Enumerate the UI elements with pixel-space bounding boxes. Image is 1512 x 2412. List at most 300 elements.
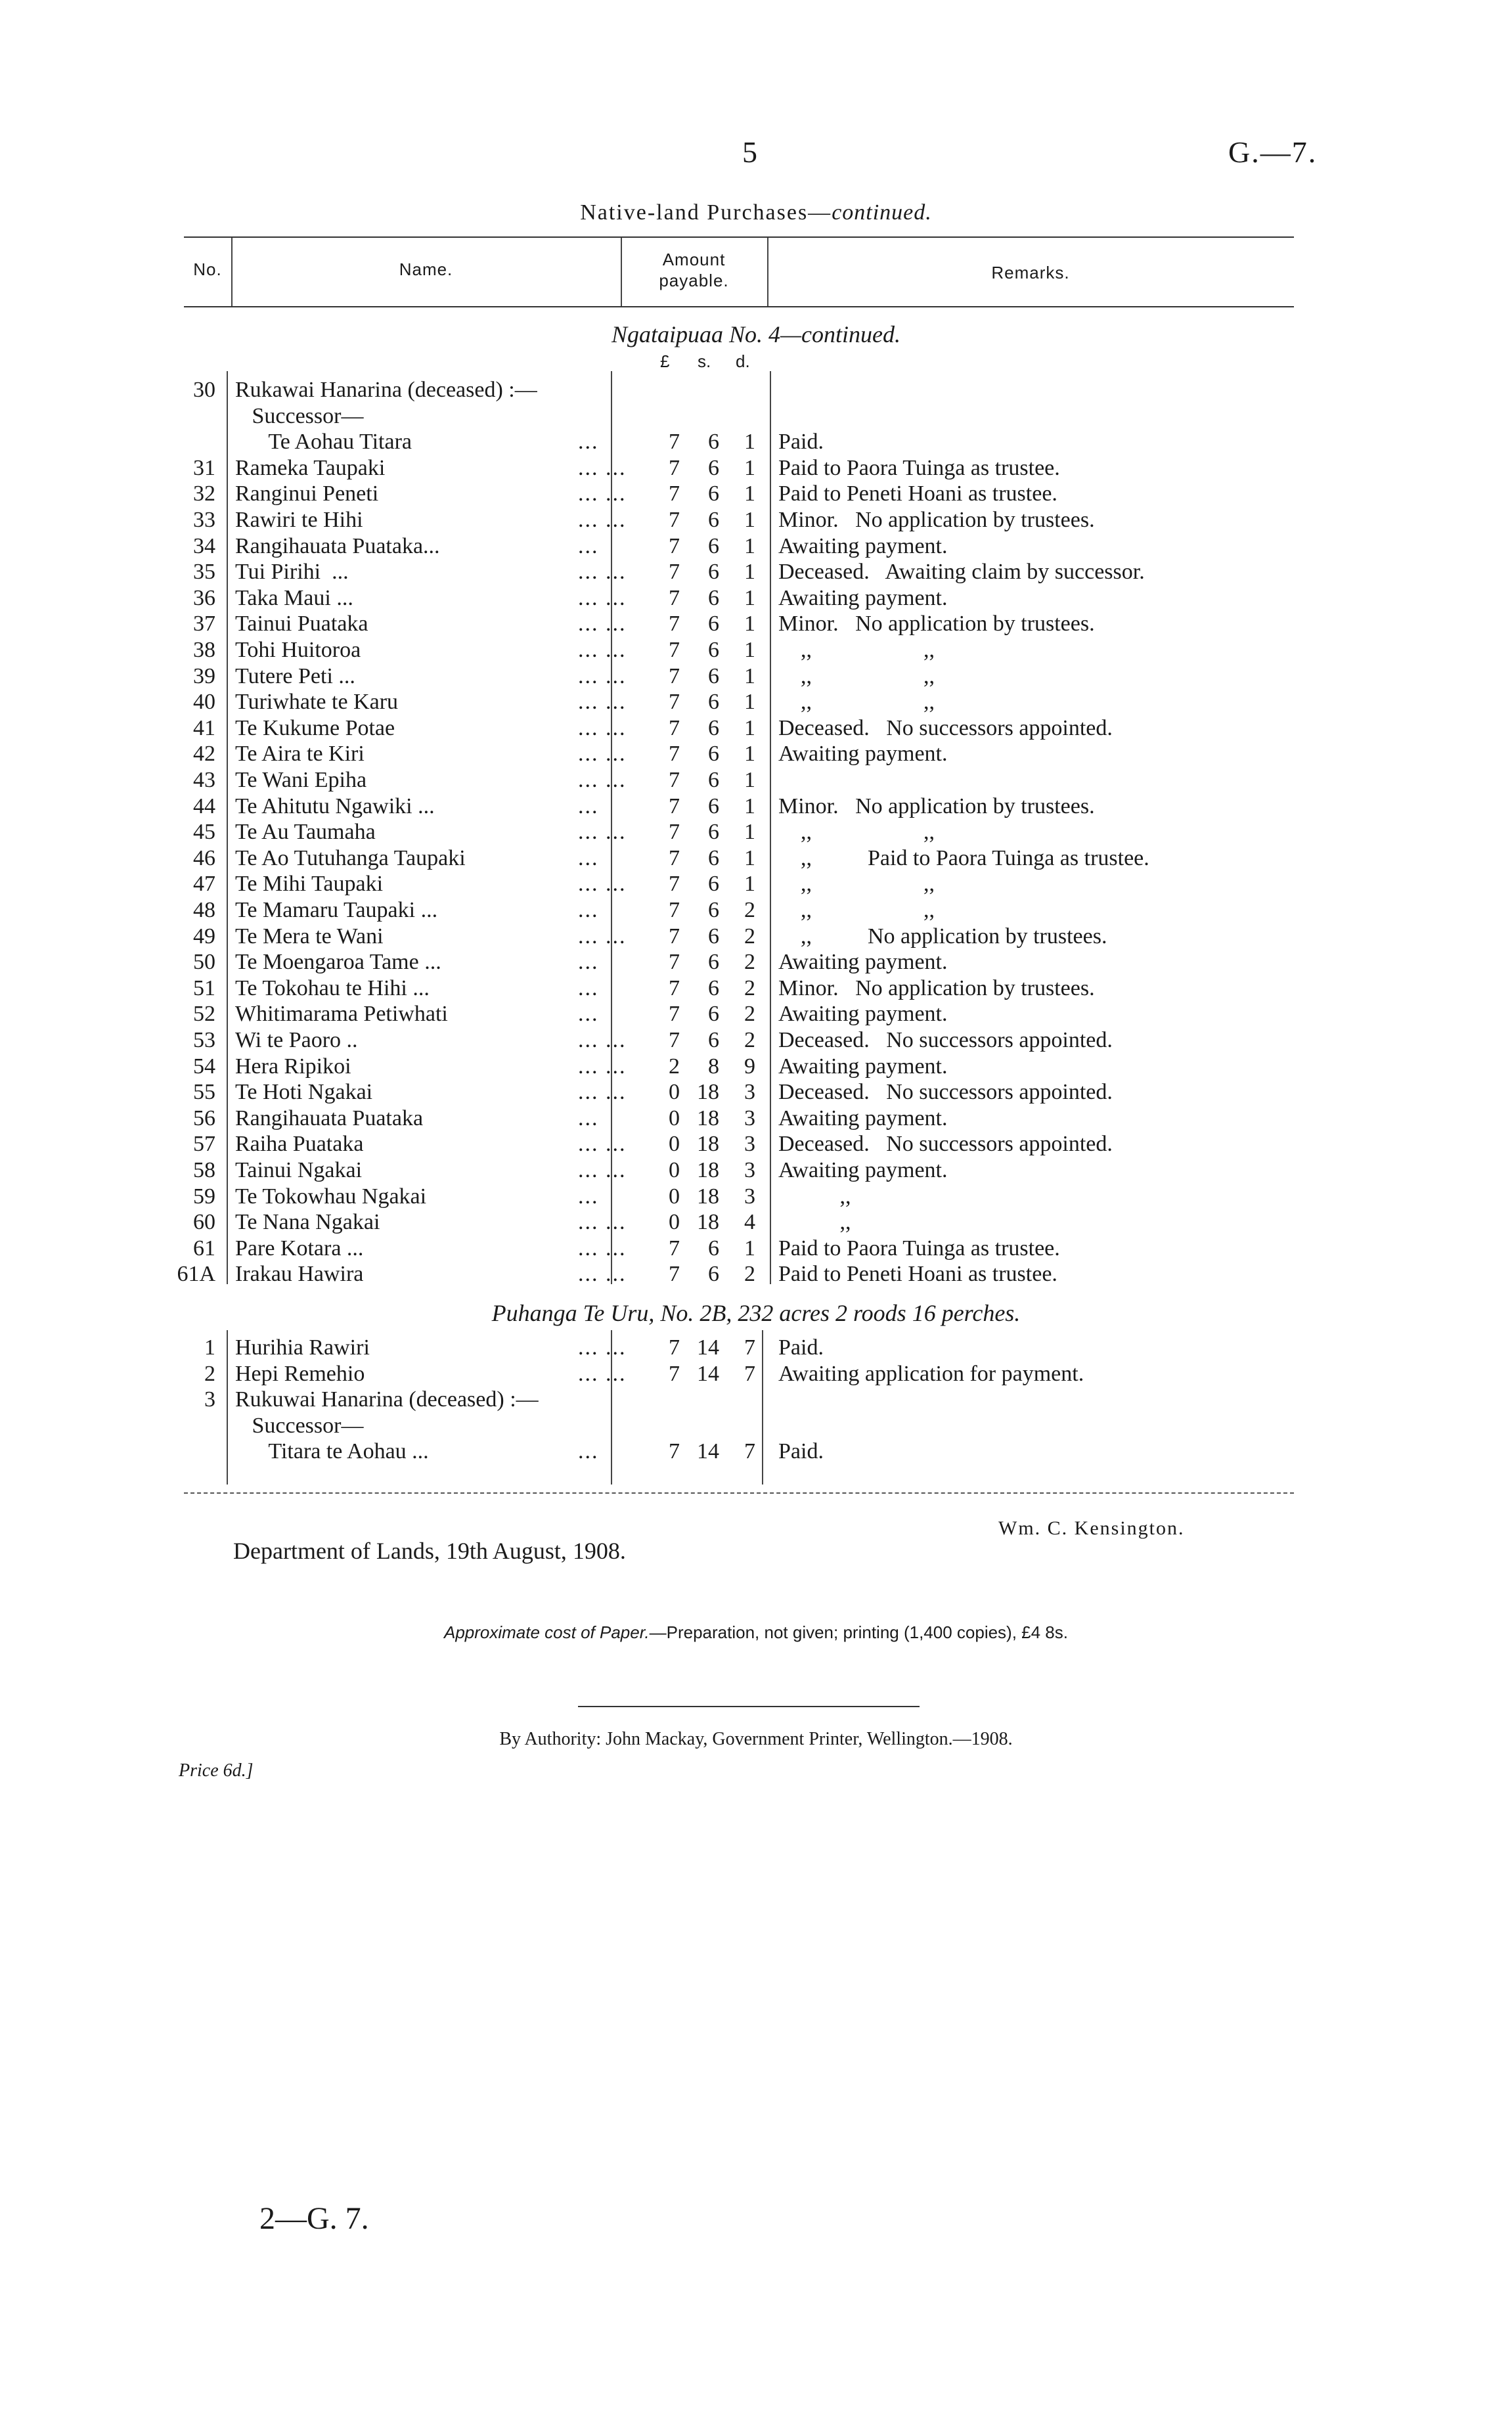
row-name: Te Mera te Wani: [235, 924, 384, 949]
row-number: 32: [193, 481, 215, 506]
row-shillings: 18: [697, 1158, 719, 1182]
table-row: [0, 1413, 1512, 1439]
row-remarks: Deceased. No successors appointed.: [778, 715, 1113, 740]
row-name: Taka Maui ...: [235, 585, 353, 610]
row-pounds: 0: [669, 1184, 680, 1209]
row-remarks: Deceased. No successors appointed.: [778, 1028, 1113, 1052]
row-number: 3: [204, 1387, 215, 1412]
row-shillings: 14: [697, 1335, 719, 1360]
row-pounds: 7: [669, 612, 680, 636]
row-number: 41: [193, 715, 215, 740]
row-pounds: 0: [669, 1106, 680, 1130]
row-pounds: 7: [669, 975, 680, 1000]
row-name: Successor—: [235, 1413, 364, 1438]
table-row: [0, 1054, 1512, 1080]
column-header-amount-2: payable.: [659, 271, 729, 290]
row-pounds: 7: [669, 455, 680, 480]
row-shillings: 6: [708, 1262, 719, 1287]
row-remarks: ,, ,,: [778, 663, 935, 688]
row-name: Whitimarama Petiwhati: [235, 1002, 448, 1027]
row-pounds: 7: [669, 481, 680, 506]
row-leader-dots: ... ...: [578, 663, 627, 688]
row-leader-dots: ... ...: [578, 1262, 627, 1287]
table-row: [0, 1001, 1512, 1027]
row-remarks: ,, ,,: [778, 898, 935, 922]
row-pence: 9: [744, 1054, 755, 1079]
table-row: [0, 1157, 1512, 1184]
row-name: Tui Pirihi ...: [235, 560, 349, 585]
row-leader-dots: ...: [578, 430, 599, 455]
table-row: [0, 1361, 1512, 1387]
row-number: 38: [193, 638, 215, 662]
row-number: 36: [193, 585, 215, 610]
row-pounds: 7: [669, 430, 680, 455]
row-shillings: 6: [708, 742, 719, 767]
row-name: Rangihauata Puataka: [235, 1106, 424, 1130]
row-number: 30: [193, 378, 215, 402]
row-pounds: 2: [669, 1054, 680, 1079]
row-leader-dots: ...: [578, 533, 599, 558]
row-pounds: 7: [669, 1262, 680, 1287]
row-pounds: 7: [669, 1002, 680, 1027]
row-number: 55: [193, 1080, 215, 1105]
row-name: Te Mihi Taupaki: [235, 872, 384, 897]
page-title-main: Native-land Purchases—: [580, 200, 832, 225]
row-number: 31: [193, 455, 215, 480]
row-leader-dots: ... ...: [578, 820, 627, 845]
row-shillings: 6: [708, 690, 719, 715]
row-number: 2: [204, 1361, 215, 1386]
row-pounds: 7: [669, 1439, 680, 1464]
table-row: [0, 715, 1512, 742]
table-row: [0, 559, 1512, 585]
row-shillings: 6: [708, 663, 719, 688]
row-leader-dots: ...: [578, 950, 599, 975]
table-row: [0, 793, 1512, 820]
row-name: Rukawai Hanarina (deceased) :—: [235, 378, 537, 402]
row-name: Rawiri te Hihi: [235, 508, 363, 532]
table-row: [0, 1261, 1512, 1287]
row-number: 59: [193, 1184, 215, 1209]
row-name: Successor—: [235, 403, 364, 428]
row-shillings: 6: [708, 638, 719, 662]
row-remarks: Minor. No application by trustees.: [778, 793, 1095, 818]
row-remarks: Awaiting payment.: [778, 1002, 948, 1027]
table-row: [0, 897, 1512, 924]
row-name: Te Aira te Kiri: [235, 742, 365, 767]
table-row: [0, 507, 1512, 533]
row-remarks: Minor. No application by trustees.: [778, 508, 1095, 532]
row-pounds: 0: [669, 1158, 680, 1182]
row-pence: 4: [744, 1210, 755, 1235]
table-row: [0, 663, 1512, 690]
row-name: Hera Ripikoi: [235, 1054, 351, 1079]
row-pounds: 7: [669, 663, 680, 688]
row-leader-dots: ...: [578, 793, 599, 818]
cost-text: —Preparation, not given; printing (1,400 copies), £4 8s.: [649, 1622, 1068, 1642]
row-shillings: 6: [708, 898, 719, 922]
row-name: Tutere Peti ...: [235, 663, 355, 688]
row-leader-dots: ... ...: [578, 585, 627, 610]
row-remarks: ,,: [778, 1210, 851, 1235]
column-header-amount-1: Amount: [662, 250, 726, 269]
row-number: 43: [193, 768, 215, 792]
row-pounds: 7: [669, 845, 680, 870]
row-name: Hepi Remehio: [235, 1361, 365, 1386]
row-pence: 1: [744, 742, 755, 767]
row-pence: 1: [744, 455, 755, 480]
row-name: Te Moengaroa Tame ...: [235, 950, 441, 975]
row-pounds: 7: [669, 1335, 680, 1360]
column-header-name: Name.: [399, 259, 453, 279]
row-pounds: 7: [669, 585, 680, 610]
column-header-remarks: Remarks.: [991, 263, 1070, 282]
row-shillings: 6: [708, 430, 719, 455]
row-shillings: 6: [708, 481, 719, 506]
row-remarks: ,, No application by trustees.: [778, 924, 1107, 949]
row-name: Te Tokohau te Hihi ...: [235, 975, 430, 1000]
row-shillings: 6: [708, 845, 719, 870]
row-shillings: 6: [708, 820, 719, 845]
row-number: 1: [204, 1335, 215, 1360]
row-remarks: Awaiting application for payment.: [778, 1361, 1084, 1386]
row-leader-dots: ...: [578, 1106, 599, 1130]
row-name: Hurihia Rawiri: [235, 1335, 370, 1360]
row-pence: 3: [744, 1106, 755, 1130]
page-number: 5: [742, 135, 757, 169]
row-remarks: ,, ,,: [778, 872, 935, 897]
row-pence: 2: [744, 898, 755, 922]
row-leader-dots: ... ...: [578, 1028, 627, 1052]
row-shillings: 18: [697, 1184, 719, 1209]
row-pence: 1: [744, 612, 755, 636]
row-remarks: ,,: [778, 1184, 851, 1209]
row-remarks: Paid.: [778, 1439, 824, 1464]
table-row: [0, 741, 1512, 767]
table-row: [0, 1335, 1512, 1361]
row-shillings: 18: [697, 1210, 719, 1235]
row-number: 46: [193, 845, 215, 870]
row-number: 42: [193, 742, 215, 767]
table-row: [0, 611, 1512, 637]
table-row: [0, 533, 1512, 560]
table-row: [0, 1209, 1512, 1236]
table-row: [0, 845, 1512, 872]
row-pence: 7: [744, 1335, 755, 1360]
row-remarks: Awaiting payment.: [778, 1106, 948, 1130]
table-top-rule: [184, 236, 1294, 238]
row-leader-dots: ... ...: [578, 924, 627, 949]
table-row: [0, 1027, 1512, 1054]
row-remarks: Minor. No application by trustees.: [778, 612, 1095, 636]
row-pounds: 0: [669, 1210, 680, 1235]
row-shillings: 6: [708, 924, 719, 949]
row-pence: 2: [744, 1262, 755, 1287]
row-number: 57: [193, 1132, 215, 1157]
row-remarks: ,, ,,: [778, 820, 935, 845]
row-leader-dots: ... ...: [578, 715, 627, 740]
row-leader-dots: ...: [578, 845, 599, 870]
row-number: 39: [193, 663, 215, 688]
price-note: Price 6d.]: [179, 1760, 254, 1781]
printer-authority: By Authority: John Mackay, Government Printer, Wellington.—1908.: [499, 1729, 1013, 1749]
row-pounds: 7: [669, 1236, 680, 1261]
row-leader-dots: ... ...: [578, 560, 627, 585]
row-leader-dots: ...: [578, 1002, 599, 1027]
row-pounds: 0: [669, 1080, 680, 1105]
table-row: [0, 1236, 1512, 1262]
row-pounds: 7: [669, 1361, 680, 1386]
table-row: [0, 1184, 1512, 1210]
pounds-label: £: [660, 351, 670, 371]
row-pounds: 7: [669, 742, 680, 767]
row-shillings: 8: [708, 1054, 719, 1079]
row-pence: 1: [744, 715, 755, 740]
row-pence: 2: [744, 924, 755, 949]
row-remarks: Paid to Paora Tuinga as trustee.: [778, 1236, 1060, 1261]
table-row: [0, 1079, 1512, 1106]
row-pence: 7: [744, 1361, 755, 1386]
row-pence: 7: [744, 1439, 755, 1464]
row-pounds: 7: [669, 1028, 680, 1052]
row-pounds: 7: [669, 820, 680, 845]
table-row: [0, 767, 1512, 793]
row-number: 53: [193, 1028, 215, 1052]
row-number: 61: [193, 1236, 215, 1261]
row-remarks: Paid.: [778, 1335, 824, 1360]
table-header-rule: [184, 306, 1294, 307]
row-pence: 1: [744, 872, 755, 897]
row-name: Te Ao Tutuhanga Taupaki: [235, 845, 466, 870]
table-row: [0, 1387, 1512, 1413]
row-shillings: 6: [708, 715, 719, 740]
row-name: Te Wani Epiha: [235, 768, 367, 792]
row-remarks: ,, Paid to Paora Tuinga as trustee.: [778, 845, 1149, 870]
row-shillings: 6: [708, 533, 719, 558]
table-row: [0, 1131, 1512, 1157]
table-row: [0, 481, 1512, 507]
row-pence: 3: [744, 1158, 755, 1182]
row-name: Rangihauata Puataka...: [235, 533, 440, 558]
row-remarks: Awaiting payment.: [778, 533, 948, 558]
row-name: Ranginui Peneti: [235, 481, 379, 506]
row-pence: 3: [744, 1132, 755, 1157]
document-reference: G.—7.: [1228, 135, 1318, 169]
row-pence: 2: [744, 950, 755, 975]
signer-name: Wm. C. Kensington.: [998, 1517, 1185, 1539]
row-name: Rukuwai Hanarina (deceased) :—: [235, 1387, 539, 1412]
table-row: [0, 871, 1512, 897]
row-pounds: 0: [669, 1132, 680, 1157]
row-pence: 1: [744, 820, 755, 845]
row-leader-dots: ... ...: [578, 1132, 627, 1157]
row-number: 40: [193, 690, 215, 715]
row-shillings: 6: [708, 1002, 719, 1027]
row-pence: 1: [744, 663, 755, 688]
row-name: Raiha Puataka: [235, 1132, 364, 1157]
row-shillings: 18: [697, 1106, 719, 1130]
column-header-no: No.: [193, 259, 222, 279]
row-shillings: 18: [697, 1132, 719, 1157]
row-number: 48: [193, 898, 215, 922]
row-number: 35: [193, 560, 215, 585]
row-leader-dots: ... ...: [578, 481, 627, 506]
row-pence: 2: [744, 1028, 755, 1052]
table-row: [0, 403, 1512, 430]
row-leader-dots: ...: [578, 1184, 599, 1209]
row-pence: 1: [744, 845, 755, 870]
section-title-ngataipuaa: Ngataipuaa No. 4—continued.: [611, 321, 901, 347]
row-pence: 1: [744, 793, 755, 818]
row-shillings: 6: [708, 1028, 719, 1052]
row-remarks: Paid to Paora Tuinga as trustee.: [778, 455, 1060, 480]
row-shillings: 6: [708, 1236, 719, 1261]
table-row: [0, 377, 1512, 403]
row-pence: 3: [744, 1184, 755, 1209]
section-title-puhanga: Puhanga Te Uru, No. 2B, 232 acres 2 roods 16 perches.: [491, 1300, 1021, 1326]
table-row: [0, 975, 1512, 1002]
row-pence: 1: [744, 638, 755, 662]
row-leader-dots: ... ...: [578, 1361, 627, 1386]
row-pence: 1: [744, 533, 755, 558]
row-number: 44: [193, 793, 215, 818]
row-number: 37: [193, 612, 215, 636]
row-shillings: 6: [708, 455, 719, 480]
table-row: [0, 689, 1512, 715]
row-shillings: 14: [697, 1361, 719, 1386]
row-pence: 1: [744, 1236, 755, 1261]
row-pounds: 7: [669, 508, 680, 532]
row-leader-dots: ... ...: [578, 1236, 627, 1261]
row-remarks: Awaiting payment.: [778, 1054, 948, 1079]
row-name: Te Aohau Titara: [235, 430, 412, 455]
table-row: [0, 637, 1512, 663]
row-leader-dots: ... ...: [578, 768, 627, 792]
row-remarks: Deceased. No successors appointed.: [778, 1080, 1113, 1105]
row-remarks: Paid.: [778, 430, 824, 455]
row-name: Rameka Taupaki: [235, 455, 386, 480]
row-pounds: 7: [669, 950, 680, 975]
row-shillings: 6: [708, 950, 719, 975]
row-name: Te Nana Ngakai: [235, 1210, 380, 1235]
row-pounds: 7: [669, 924, 680, 949]
row-shillings: 6: [708, 585, 719, 610]
row-pence: 1: [744, 508, 755, 532]
row-remarks: Deceased. Awaiting claim by successor.: [778, 560, 1145, 585]
row-shillings: 6: [708, 768, 719, 792]
row-pence: 1: [744, 690, 755, 715]
row-remarks: Awaiting payment.: [778, 950, 948, 975]
row-remarks: Awaiting payment.: [778, 742, 948, 767]
row-number: 52: [193, 1002, 215, 1027]
row-leader-dots: ...: [578, 975, 599, 1000]
row-number: 58: [193, 1158, 215, 1182]
row-shillings: 6: [708, 612, 719, 636]
row-name: Pare Kotara ...: [235, 1236, 364, 1261]
row-number: 47: [193, 872, 215, 897]
row-number: 56: [193, 1106, 215, 1130]
cost-note: [0, 1622, 1512, 1643]
row-leader-dots: ... ...: [578, 872, 627, 897]
table-row: [0, 1106, 1512, 1132]
row-shillings: 14: [697, 1439, 719, 1464]
page-title-continued: continued.: [832, 200, 932, 225]
row-name: Titara te Aohau ...: [235, 1439, 429, 1464]
row-name: Te Mamaru Taupaki ...: [235, 898, 438, 922]
row-number: 60: [193, 1210, 215, 1235]
row-pence: 1: [744, 585, 755, 610]
row-remarks: ,, ,,: [778, 690, 935, 715]
row-name: Tohi Huitoroa: [235, 638, 361, 662]
row-leader-dots: ... ...: [578, 1080, 627, 1105]
row-pounds: 7: [669, 872, 680, 897]
row-leader-dots: ... ...: [578, 638, 627, 662]
row-pence: 1: [744, 430, 755, 455]
table-row: [0, 585, 1512, 612]
row-leader-dots: ... ...: [578, 1335, 627, 1360]
row-pounds: 7: [669, 560, 680, 585]
table-row: [0, 429, 1512, 455]
row-shillings: 6: [708, 560, 719, 585]
row-leader-dots: ...: [578, 898, 599, 922]
row-name: Te Au Taumaha: [235, 820, 376, 845]
row-leader-dots: ... ...: [578, 455, 627, 480]
authority-rule: [578, 1706, 920, 1707]
row-leader-dots: ... ...: [578, 742, 627, 767]
row-remarks: ,, ,,: [778, 638, 935, 662]
row-leader-dots: ... ...: [578, 612, 627, 636]
row-pounds: 7: [669, 533, 680, 558]
row-pence: 2: [744, 1002, 755, 1027]
row-pence: 3: [744, 1080, 755, 1105]
pence-label: d.: [736, 351, 750, 371]
row-remarks: Awaiting payment.: [778, 1158, 948, 1182]
row-name: Te Ahitutu Ngawiki ...: [235, 793, 435, 818]
row-pence: 1: [744, 768, 755, 792]
row-name: Turiwhate te Karu: [235, 690, 399, 715]
row-leader-dots: ... ...: [578, 1054, 627, 1079]
row-remarks: Awaiting payment.: [778, 585, 948, 610]
shillings-label: s.: [698, 351, 711, 371]
cost-label: Approximate cost of Paper.: [443, 1622, 650, 1642]
row-remarks: Minor. No application by trustees.: [778, 975, 1095, 1000]
row-remarks: Paid to Peneti Hoani as trustee.: [778, 1262, 1057, 1287]
row-leader-dots: ... ...: [578, 508, 627, 532]
row-name: Tainui Ngakai: [235, 1158, 363, 1182]
row-pounds: 7: [669, 768, 680, 792]
row-number: 61A: [177, 1262, 215, 1287]
row-pounds: 7: [669, 715, 680, 740]
table-bottom-rule: [184, 1492, 1294, 1494]
row-number: 54: [193, 1054, 215, 1079]
row-remarks: Paid to Peneti Hoani as trustee.: [778, 481, 1057, 506]
table-row: [0, 949, 1512, 975]
row-pence: 1: [744, 481, 755, 506]
row-name: Te Hoti Ngakai: [235, 1080, 373, 1105]
table-row: [0, 819, 1512, 845]
table-row: [0, 924, 1512, 950]
row-shillings: 6: [708, 793, 719, 818]
row-pounds: 7: [669, 793, 680, 818]
row-leader-dots: ... ...: [578, 690, 627, 715]
department-date: Department of Lands, 19th August, 1908.: [233, 1538, 626, 1564]
row-name: Wi te Paoro ..: [235, 1028, 358, 1052]
row-pounds: 7: [669, 898, 680, 922]
row-name: Irakau Hawira: [235, 1262, 364, 1287]
table-row: [0, 455, 1512, 481]
row-pence: 2: [744, 975, 755, 1000]
row-number: 45: [193, 820, 215, 845]
